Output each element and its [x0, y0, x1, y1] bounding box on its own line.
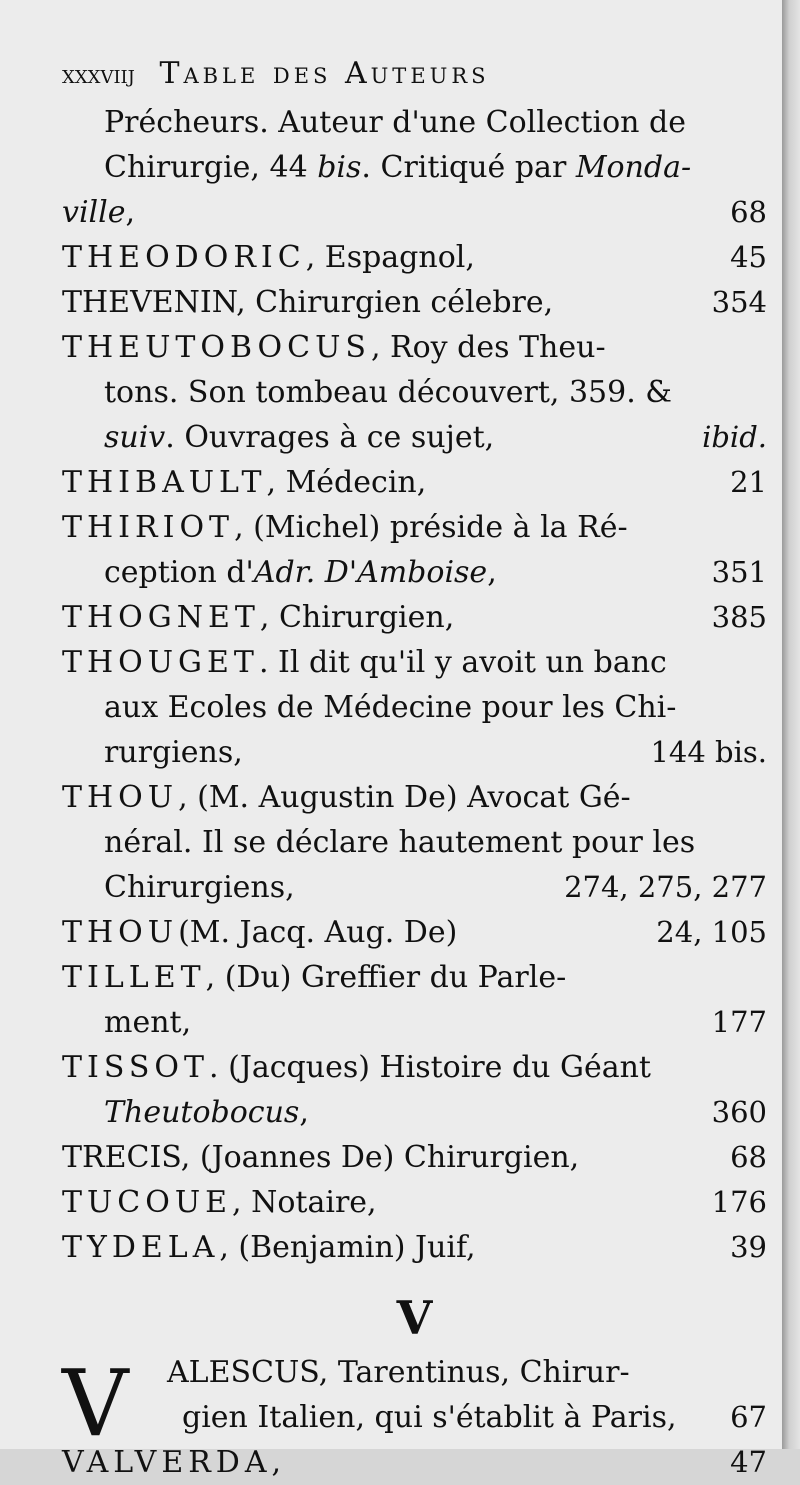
index-entry [62, 460, 767, 505]
entry-text-part: tons. Son tombeau découvert, 359. & [104, 375, 672, 410]
italic-text: Adr. D'Amboise [253, 555, 488, 590]
entry-line [62, 235, 767, 280]
index-entry [62, 100, 767, 235]
entry-text-part: THOGNET [62, 600, 260, 635]
entry-line [62, 1395, 767, 1440]
italic-text: bis [317, 150, 362, 185]
entry-text [62, 505, 767, 550]
entry-text-part: , [487, 555, 497, 590]
entry-line [62, 1135, 767, 1180]
page-gutter-shadow [782, 0, 800, 1449]
entry-line [62, 550, 767, 595]
entry-text-part: Chirurgiens, [104, 870, 295, 905]
entry-line [62, 1350, 767, 1395]
page-numeral: xxxviij [62, 60, 135, 90]
index-entry [62, 235, 767, 280]
entry-text-part: , (Joannes De) Chirurgien, [180, 1140, 580, 1175]
entry-line [62, 505, 767, 550]
entry-text [104, 730, 638, 775]
page-reference: 21 [730, 465, 767, 499]
page-reference: 177 [711, 1005, 767, 1039]
entry-text [62, 325, 767, 370]
index-entry [62, 325, 767, 460]
entry-text-part: THOU [62, 915, 179, 950]
italic-text: Monda- [575, 150, 692, 185]
page-reference: 67 [730, 1400, 767, 1434]
entry-text-part: TILLET [62, 960, 206, 995]
entry-text-part: THEVENIN [62, 285, 237, 320]
page-reference: 360 [711, 1095, 767, 1129]
entry-line [62, 460, 767, 505]
entry-text [62, 190, 718, 235]
entry-text-part: . Critiqué par [361, 150, 576, 185]
entry-text [62, 910, 644, 955]
entry-text [62, 1180, 700, 1225]
entry-text-part: THOUGET [62, 645, 259, 680]
italic-text: ville [62, 195, 126, 230]
entry-text-part: , Roy des Theu- [370, 330, 606, 365]
drop-cap-initial: V [62, 1350, 129, 1457]
entry-text-part: , Médecin, [266, 465, 427, 500]
page-reference: 351 [711, 555, 767, 589]
page-reference: 24, 105 [656, 915, 767, 949]
entry-line [62, 190, 767, 235]
entry-text-part: TYDELA [62, 1230, 220, 1265]
entry-text-part: THEODORIC [62, 240, 306, 275]
entry-line [62, 100, 767, 145]
page-reference: 354 [711, 285, 767, 319]
entry-line [62, 685, 767, 730]
entry-text-part: . Ouvrages à ce sujet, [165, 420, 495, 455]
section-letter: V [396, 1291, 433, 1345]
entry-text [62, 1045, 767, 1090]
entry-text-part: TRECIS [62, 1140, 181, 1175]
entry-line [62, 955, 767, 1000]
entry-text [62, 595, 700, 640]
entry-line [62, 1225, 767, 1270]
entry-text [104, 1090, 700, 1135]
entry-line [62, 325, 767, 370]
entry-line [62, 595, 767, 640]
entry-line [62, 1090, 767, 1135]
entry-text [104, 865, 552, 910]
entry-text-part: , Espagnol, [305, 240, 475, 275]
page-content [62, 48, 767, 1485]
entry-line [62, 640, 767, 685]
entry-text-part: , (Du) Greffier du Parle- [205, 960, 567, 995]
entry-text-part: . (Jacques) Histoire du Géant [209, 1050, 651, 1085]
entry-line [62, 820, 767, 865]
index-entry [62, 1135, 767, 1180]
entry-text-part: Chirurgie, 44 [104, 150, 318, 185]
page-reference: 47 [730, 1445, 767, 1479]
entry-text-part: . Il dit qu'il y avoit un banc [258, 645, 667, 680]
page-reference: 176 [711, 1185, 767, 1219]
entry-line [62, 865, 767, 910]
entry-text-part: THIRIOT [62, 510, 235, 545]
entry-text: VALVERDA, [62, 1445, 287, 1480]
entry-text [62, 280, 700, 325]
entry-text-part: ception d' [104, 555, 254, 590]
entry-line [62, 775, 767, 820]
entry-line [62, 370, 767, 415]
page-reference: 68 [730, 1140, 767, 1174]
page-reference: ibid. [702, 420, 767, 454]
page-reference: 68 [730, 195, 767, 229]
entry-text [62, 235, 718, 280]
entry-text-part: , (Michel) préside à la Ré- [234, 510, 628, 545]
index-entry [62, 955, 767, 1045]
running-head [62, 48, 767, 100]
page-reference: 144 bis. [650, 735, 767, 769]
index-entry [62, 910, 767, 955]
running-head-title: Table des Auteurs [159, 56, 490, 91]
page-reference: 274, 275, 277 [564, 870, 767, 904]
entry-text-part: , Chirurgien, [259, 600, 455, 635]
entry-text-part: TISSOT [62, 1050, 210, 1085]
entry-text-part: THEUTOBOCUS [62, 330, 371, 365]
entry-text-part: , (Benjamin) Juif, [219, 1230, 476, 1265]
entry-line [62, 280, 767, 325]
entry-text-part: TUCOUE [62, 1185, 233, 1220]
index-entry-valescus [62, 1350, 767, 1457]
entry-text [62, 955, 767, 1000]
page-reference: 385 [711, 600, 767, 634]
index-entry [62, 595, 767, 640]
entry-text-part: (M. Jacq. Aug. De) [178, 915, 458, 950]
index-entry [62, 775, 767, 910]
entry-text [62, 460, 718, 505]
entry-text-part: THOU [62, 780, 179, 815]
entry-text [104, 820, 767, 865]
entry-text [104, 145, 767, 190]
index-entry-valverda [62, 1440, 767, 1485]
entry-text-part: ment, [104, 1005, 192, 1040]
entry-text-part: aux Ecoles de Médecine pour les Chi- [104, 690, 677, 725]
entry-text [62, 1225, 718, 1270]
entry-text-part: , Chirurgien célebre, [236, 285, 554, 320]
index-entry [62, 1180, 767, 1225]
entry-text [104, 1000, 700, 1045]
italic-text: Theutobocus [104, 1095, 300, 1130]
page-reference: 45 [730, 240, 767, 274]
entry-text-part: THIBAULT [62, 465, 267, 500]
entry-line [62, 1000, 767, 1045]
entry-line [62, 415, 767, 460]
entry-line [62, 910, 767, 955]
index-entry [62, 505, 767, 595]
entry-text-part: , Notaire, [232, 1185, 377, 1220]
entry-text: ALESCUS, Tarentinus, Chirur- [167, 1355, 630, 1390]
entry-line [62, 1045, 767, 1090]
entry-text [104, 685, 767, 730]
entry-text [104, 370, 767, 415]
index-entry [62, 280, 767, 325]
entry-text: gien Italien, qui s'établit à Paris, [182, 1400, 677, 1435]
entry-line [62, 1180, 767, 1225]
entry-text [104, 415, 690, 460]
entry-text [104, 550, 700, 595]
entry-text-part: , (M. Augustin De) Avocat Gé- [178, 780, 631, 815]
entry-line [62, 730, 767, 775]
entry-text-part: rurgiens, [104, 735, 243, 770]
entry-line [62, 145, 767, 190]
entry-text [104, 100, 767, 145]
index-entry [62, 640, 767, 775]
entry-text-part: Précheurs. Auteur d'une Collection de [104, 105, 686, 140]
entry-text [62, 640, 767, 685]
italic-text: suiv [104, 420, 166, 455]
entry-text [62, 1135, 718, 1180]
entry-text-part: , [299, 1095, 309, 1130]
index-entry [62, 1225, 767, 1270]
entry-text-part: , [125, 195, 136, 230]
page-reference: 39 [730, 1230, 767, 1264]
index-entries [62, 100, 767, 1270]
entry-text [62, 775, 767, 820]
index-entry [62, 1045, 767, 1135]
entry-text-part: néral. Il se déclare hautement pour les [104, 825, 696, 860]
